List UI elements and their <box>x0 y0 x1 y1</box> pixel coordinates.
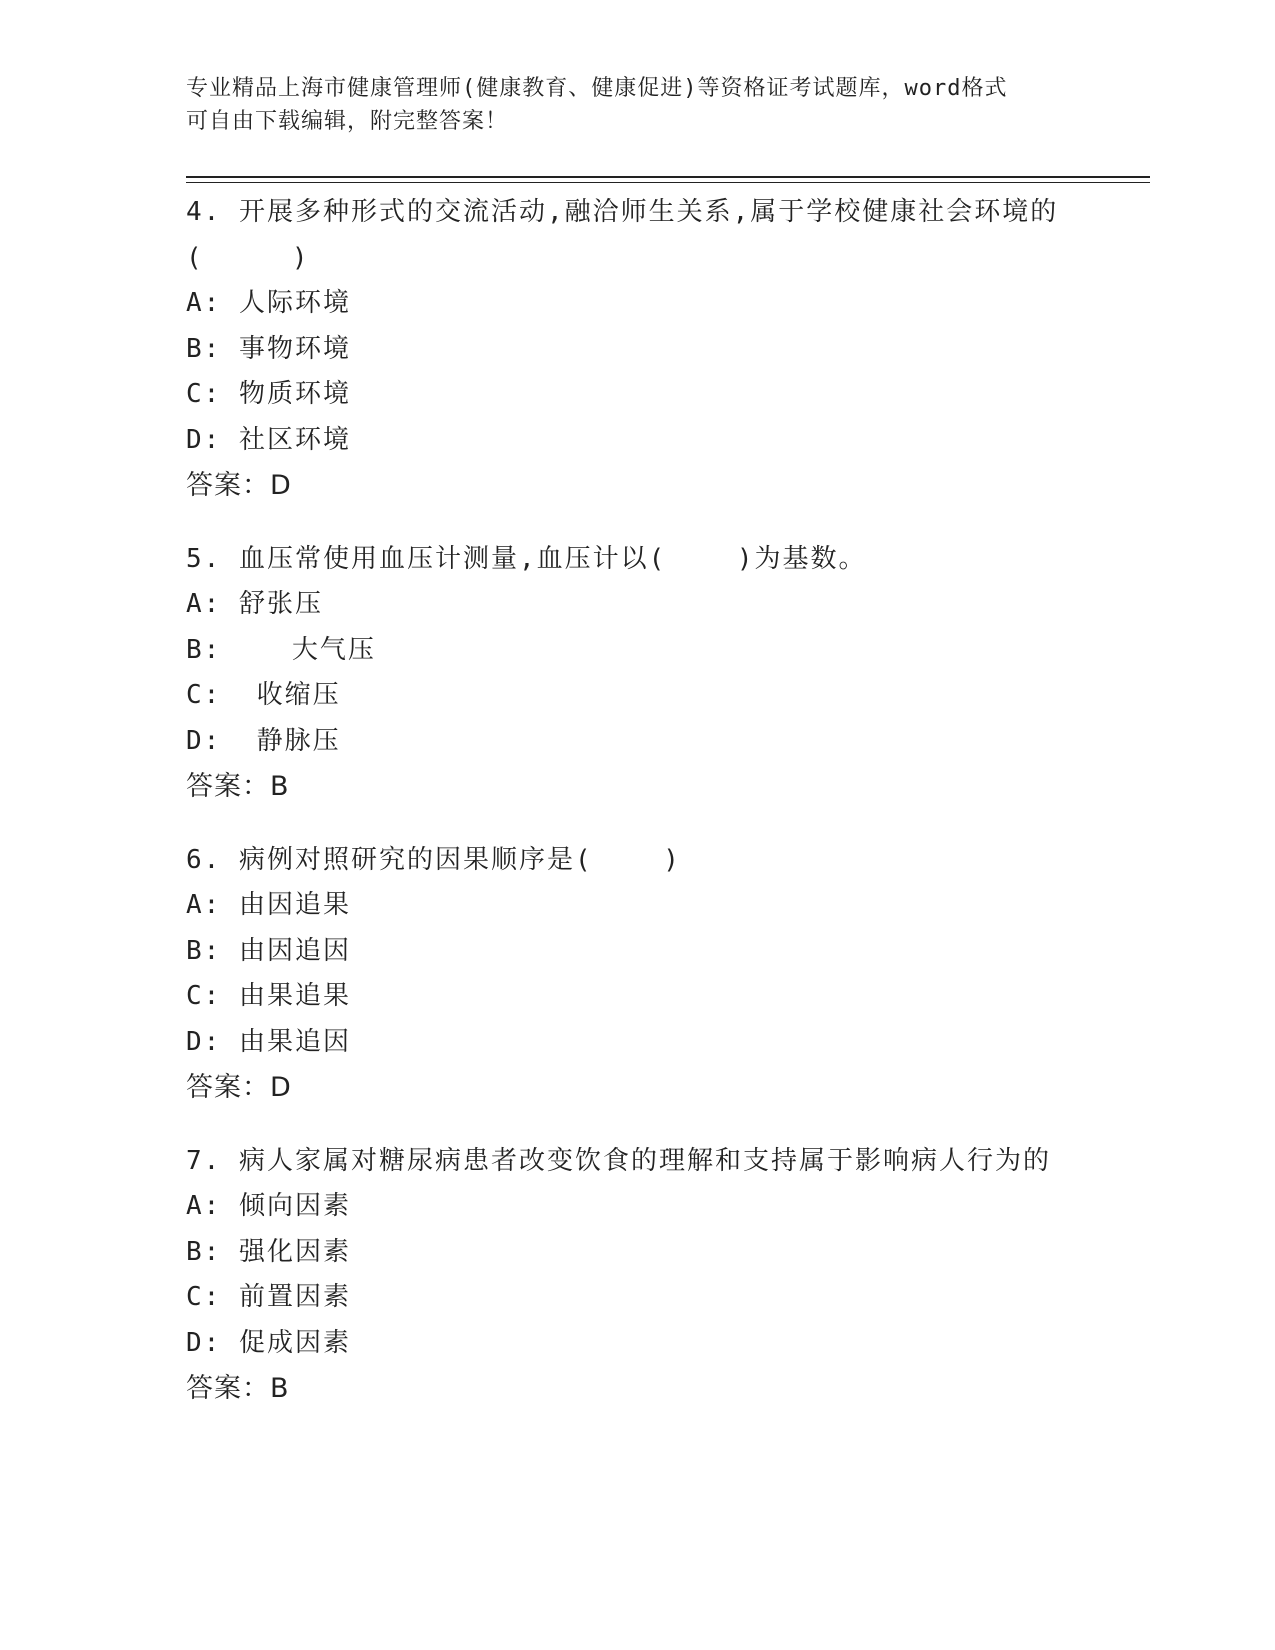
header-line-1: 专业精品上海市健康管理师(健康教育、健康促进)等资格证考试题库，word格式 <box>186 76 1008 101</box>
option-a: A: 倾向因素 <box>186 1191 351 1221</box>
option-a: A: 由因追果 <box>186 890 351 920</box>
question-stem: 4. 开展多种形式的交流活动,融洽师生关系,属于学校健康社会环境的 <box>186 197 1059 227</box>
option-b: B: 大气压 <box>186 634 376 665</box>
header-divider-thick <box>186 176 1150 178</box>
option-c: C: 收缩压 <box>186 680 341 710</box>
question-stem: 5. 血压常使用血压计测量,血压计以( )为基数。 <box>186 543 867 574</box>
option-b: B: 强化因素 <box>186 1236 351 1267</box>
option-c: C: 前置因素 <box>186 1282 351 1312</box>
question-stem: 7. 病人家属对糖尿病患者改变饮食的理解和支持属于影响病人行为的 <box>186 1145 1051 1176</box>
option-d: D: 静脉压 <box>186 725 341 756</box>
question-7 <box>186 1139 1116 1412</box>
option-d: D: 促成因素 <box>186 1327 351 1358</box>
question-6 <box>186 838 1116 1111</box>
option-c: C: 由果追果 <box>186 981 351 1011</box>
header-line-2: 可自由下载编辑，附完整答案！ <box>186 109 509 134</box>
option-a: A: 人际环境 <box>186 288 351 318</box>
question-4 <box>186 190 1116 509</box>
answer: 答案：D <box>186 470 292 501</box>
option-b: B: 事物环境 <box>186 333 351 364</box>
question-5 <box>186 537 1116 810</box>
option-b: B: 由因追因 <box>186 935 351 966</box>
answer: 答案：D <box>186 1072 292 1103</box>
question-list <box>186 190 1116 1440</box>
answer: 答案：B <box>186 1373 290 1404</box>
answer: 答案：B <box>186 771 290 802</box>
option-c: C: 物质环境 <box>186 379 351 409</box>
option-a: A: 舒张压 <box>186 589 323 619</box>
question-stem-continued: ( ) <box>186 242 310 273</box>
question-stem: 6. 病例对照研究的因果顺序是( ) <box>186 844 681 875</box>
option-d: D: 由果追因 <box>186 1026 351 1057</box>
option-d: D: 社区环境 <box>186 424 351 455</box>
document-header <box>186 72 1086 138</box>
header-divider-thin <box>186 182 1150 183</box>
